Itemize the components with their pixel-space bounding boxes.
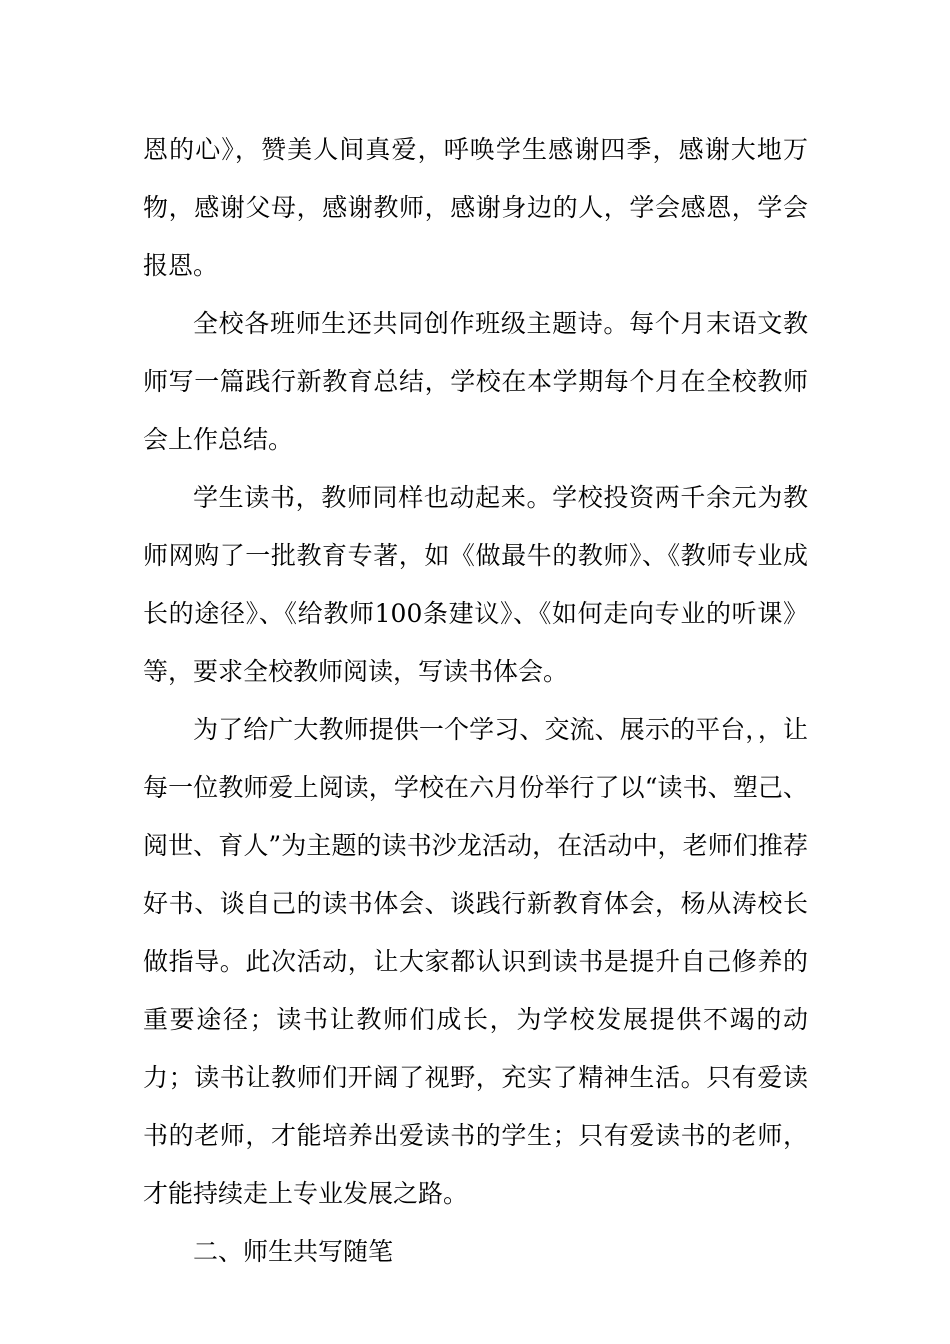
paragraph-continuation: 恩的心》，赞美人间真爱，呼唤学生感谢四季，感谢大地万物，感谢父母，感谢教师，感谢身边的人，学会感恩，学会报恩。 bbox=[143, 135, 808, 280]
section-heading: 二、师生共写随笔 bbox=[193, 1237, 394, 1266]
document-body bbox=[143, 121, 808, 1281]
paragraph-reading-salon: 为了给广大教师提供一个学习、交流、展示的平台，，让每一位教师爱上阅读，学校在六月份举行了以“读书、塑己、阅世、育人”为主题的读书沙龙活动，在活动中，老师们推荐好书、谈自己的读书体会、谈践行新教育体会，杨从涛校长做指导。此次活动，让大家都认识到读书是提升自己修养的重要途径；读书让教师们成长，为学校发展提供不竭的动力；读书让教师们开阔了视野，充实了精神生活。只有爱读书的老师，才能培养出爱读书的学生；只有爱读书的老师，才能持续走上专业发展之路。 bbox=[143, 715, 808, 1208]
paragraph-class-poems: 全校各班师生还共同创作班级主题诗。每个月末语文教师写一篇践行新教育总结，学校在本学期每个月在全校教师会上作总结。 bbox=[143, 309, 808, 454]
paragraph-teacher-reading: 学生读书，教师同样也动起来。学校投资两千余元为教师网购了一批教育专著，如《做最牛的教师》、《教师专业成长的途径》、《给教师100条建议》、《如何走向专业的听课》等，要求全校教师阅读，写读书体会。 bbox=[143, 483, 808, 686]
